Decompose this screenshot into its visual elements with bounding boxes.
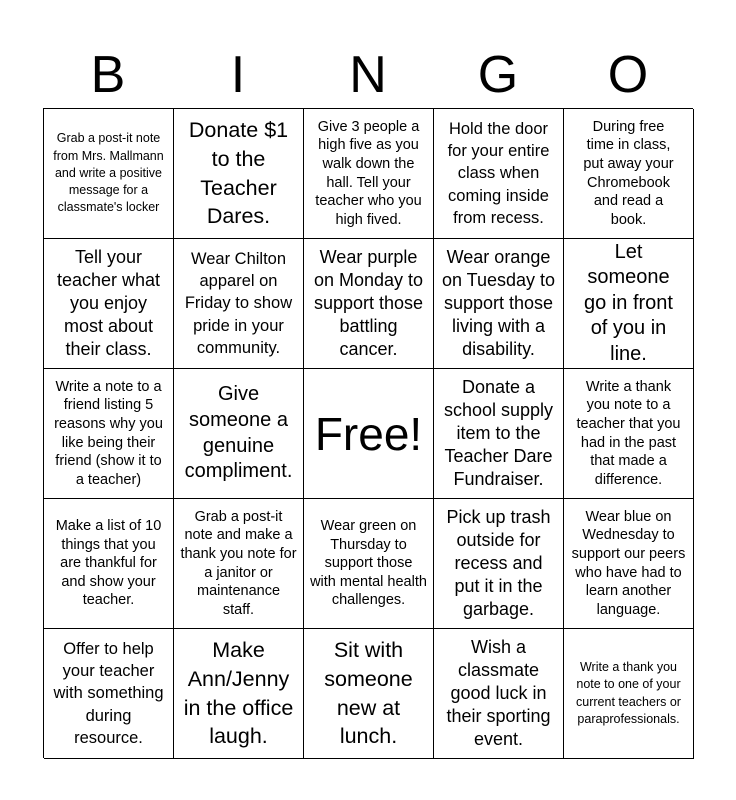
cell-text: During free time in class, put away your Chromebook and read a book. xyxy=(583,118,674,228)
bingo-cell[interactable] xyxy=(564,109,694,239)
bingo-cell[interactable] xyxy=(434,499,564,629)
cell-text: Give someone a genuine compliment. xyxy=(184,383,293,483)
cell-text: Pick up trash outside for recess and put it in the garbage. xyxy=(446,506,551,620)
cell-text: Donate a school supply item to the Teacher Dare Fundraiser. xyxy=(443,376,554,490)
bingo-cell[interactable] xyxy=(304,629,434,759)
cell-text: Wear purple on Monday to support those battling cancer. xyxy=(313,246,424,360)
bingo-cell[interactable] xyxy=(174,369,304,499)
cell-text: Give 3 people a high five as you walk down the hall. Tell your teacher who you high fived. xyxy=(315,118,422,228)
cell-text: Write a note to a friend listing 5 reasons why you like being their friend (show it to a teacher) xyxy=(54,378,163,488)
cell-text: Donate $1 to the Teacher Dares. xyxy=(188,117,289,229)
bingo-cell[interactable] xyxy=(434,629,564,759)
header-letter-o: O xyxy=(607,46,649,104)
bingo-cell[interactable] xyxy=(174,109,304,239)
bingo-cell[interactable] xyxy=(304,109,434,239)
cell-text: Write a thank you note to a teacher that you had in the past that made a difference. xyxy=(576,378,681,488)
bingo-cell[interactable] xyxy=(174,629,304,759)
bingo-header xyxy=(43,44,693,106)
bingo-cell[interactable] xyxy=(564,629,694,759)
cell-text: Wear orange on Tuesday to support those living with a disability. xyxy=(441,246,556,360)
bingo-cell[interactable] xyxy=(44,629,174,759)
cell-text: Wear green on Thursday to support those with mental health challenges. xyxy=(310,518,427,609)
bingo-cell[interactable] xyxy=(174,239,304,369)
header-letter-i: I xyxy=(230,46,246,104)
cell-text: Sit with someone new at lunch. xyxy=(324,637,413,749)
free-space-cell[interactable] xyxy=(304,369,434,499)
header-letter-n: N xyxy=(349,46,387,104)
cell-text: Wear blue on Wednesday to support our peers who have had to learn another language. xyxy=(571,508,686,618)
cell-text: Tell your teacher what you enjoy most about their class. xyxy=(56,246,161,360)
bingo-cell[interactable] xyxy=(564,239,694,369)
bingo-cell[interactable] xyxy=(44,239,174,369)
bingo-grid xyxy=(43,108,693,758)
cell-text: Grab a post-it note and make a thank you note for a janitor or maintenance staff. xyxy=(180,508,297,618)
cell-text: Hold the door for your entire class when coming inside from recess. xyxy=(447,120,550,227)
bingo-cell[interactable] xyxy=(44,499,174,629)
bingo-cell[interactable] xyxy=(44,109,174,239)
cell-text: Make a list of 10 things that you are thankful for and show your teacher. xyxy=(55,518,162,609)
bingo-cell[interactable] xyxy=(434,109,564,239)
free-space-label: Free! xyxy=(314,407,423,460)
bingo-cell[interactable] xyxy=(174,499,304,629)
bingo-cell[interactable] xyxy=(564,499,694,629)
bingo-cell[interactable] xyxy=(304,499,434,629)
cell-text: Make Ann/Jenny in the office laugh. xyxy=(183,637,294,749)
cell-text: Let someone go in front of you in line. xyxy=(584,240,673,365)
cell-text: Write a thank you note to one of your current teachers or paraprofessionals. xyxy=(576,660,681,726)
bingo-cell[interactable] xyxy=(434,369,564,499)
cell-text: Offer to help your teacher with something during resource. xyxy=(53,640,164,747)
cell-text: Wish a classmate good luck in their sporting event. xyxy=(446,636,551,750)
cell-text: Grab a post-it note from Mrs. Mallmann and write a positive message for a classmate's locker xyxy=(53,131,164,215)
bingo-cell[interactable] xyxy=(434,239,564,369)
header-letter-g: G xyxy=(477,46,519,104)
bingo-cell[interactable] xyxy=(44,369,174,499)
bingo-cell[interactable] xyxy=(304,239,434,369)
header-letter-b: B xyxy=(90,46,126,104)
cell-text: Wear Chilton apparel on Friday to show pride in your community. xyxy=(184,250,293,357)
bingo-cell[interactable] xyxy=(564,369,694,499)
